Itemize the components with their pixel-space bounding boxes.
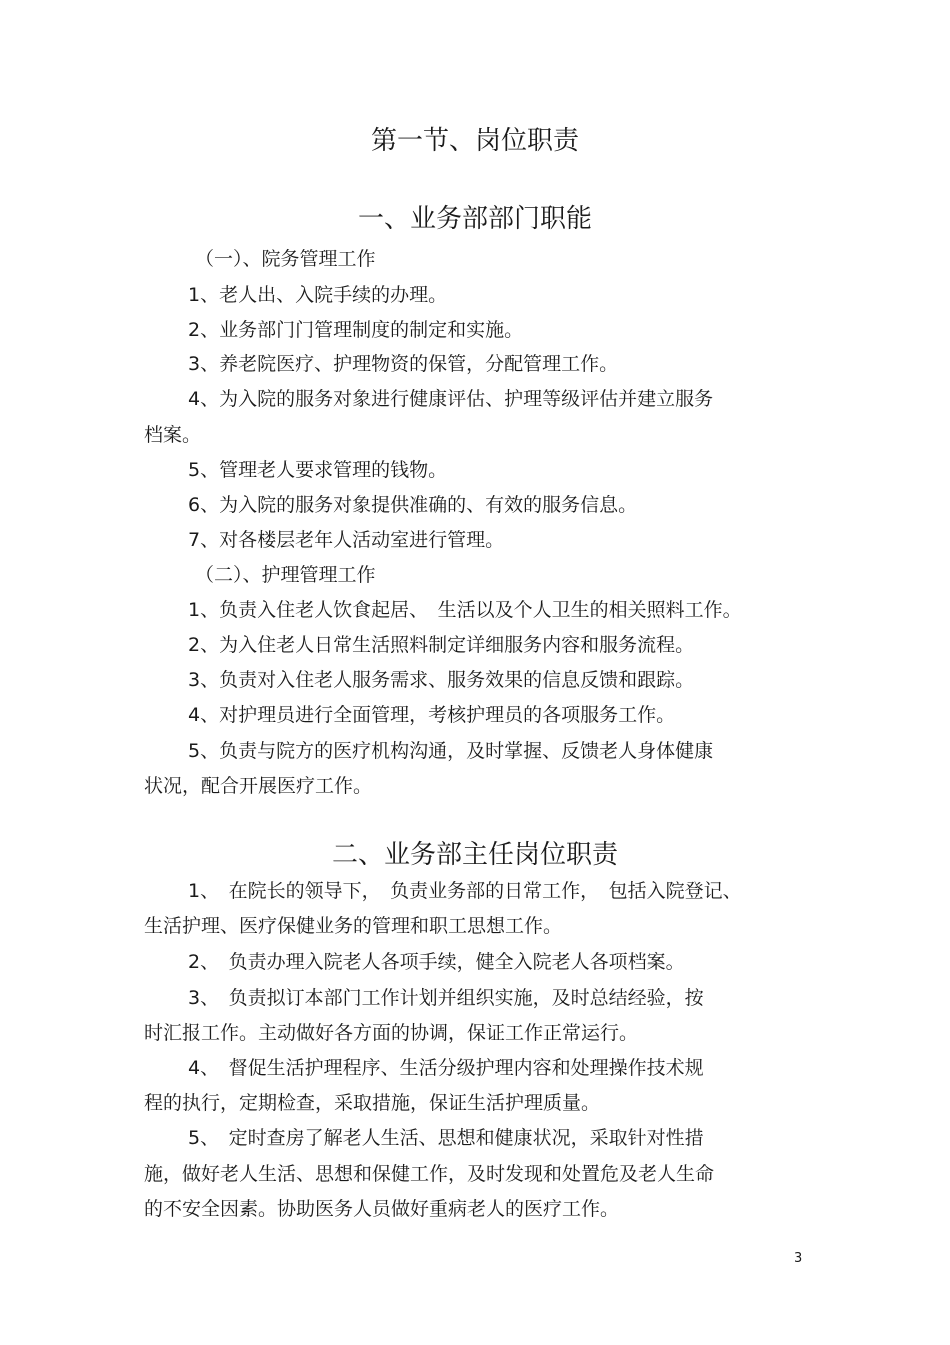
subsection-heading-1: （一）、院务管理工作 (195, 248, 376, 270)
list-item: 5、 定时查房了解老人生活、思想和健康状况，采取针对性措 (188, 1127, 704, 1149)
page-number: 3 (794, 1251, 803, 1266)
list-item: 2、为入住老人日常生活照料制定详细服务内容和服务流程。 (188, 634, 695, 656)
list-item: 1、老人出、入院手续的办理。 (188, 284, 448, 306)
list-item: 4、对护理员进行全面管理，考核护理员的各项服务工作。 (188, 704, 676, 726)
list-item: 6、为入院的服务对象提供准确的、有效的服务信息。 (188, 494, 638, 516)
list-item-continuation: 程的执行，定期检查，采取措施，保证生活护理质量。 (144, 1092, 601, 1114)
list-item-continuation: 施，做好老人生活、思想和保健工作，及时发现和处置危及老人生命 (144, 1163, 715, 1185)
subsection-heading-2: （二）、护理管理工作 (195, 564, 376, 586)
list-item: 4、 督促生活护理程序、生活分级护理内容和处理操作技术规 (188, 1057, 704, 1079)
list-item: 4、为入院的服务对象进行健康评估、护理等级评估并建立服务 (188, 388, 714, 410)
list-item-continuation: 状况，配合开展医疗工作。 (144, 775, 373, 797)
page-title: 第一节、岗位职责 (370, 126, 579, 156)
section-heading-2: 二、业务部主任岗位职责 (331, 840, 618, 870)
list-item: 3、养老院医疗、护理物资的保管，分配管理工作。 (188, 353, 619, 375)
list-item: 1、负责入住老人饮食起居、 生活以及个人卫生的相关照料工作。 (188, 599, 742, 621)
list-item: 3、负责对入住老人服务需求、服务效果的信息反馈和跟踪。 (188, 669, 695, 691)
list-item-continuation: 时汇报工作。主动做好各方面的协调，保证工作正常运行。 (144, 1022, 639, 1044)
list-item: 1、 在院长的领导下， 负责业务部的日常工作， 包括入院登记、 (188, 880, 742, 902)
list-item-continuation: 档案。 (144, 424, 202, 446)
list-item-continuation: 的不安全因素。协助医务人员做好重病老人的医疗工作。 (144, 1198, 620, 1220)
list-item: 5、管理老人要求管理的钱物。 (188, 459, 448, 481)
list-item-continuation: 生活护理、医疗保健业务的管理和职工思想工作。 (144, 915, 563, 937)
list-item: 7、对各楼层老年人活动室进行管理。 (188, 529, 505, 551)
list-item: 3、 负责拟订本部门工作计划并组织实施，及时总结经验，按 (188, 987, 704, 1009)
section-heading-1: 一、业务部部门职能 (357, 204, 592, 234)
list-item: 5、负责与院方的医疗机构沟通，及时掌握、反馈老人身体健康 (188, 740, 714, 762)
list-item: 2、业务部门门管理制度的制定和实施。 (188, 319, 524, 341)
list-item: 2、 负责办理入院老人各项手续，健全入院老人各项档案。 (188, 951, 685, 973)
